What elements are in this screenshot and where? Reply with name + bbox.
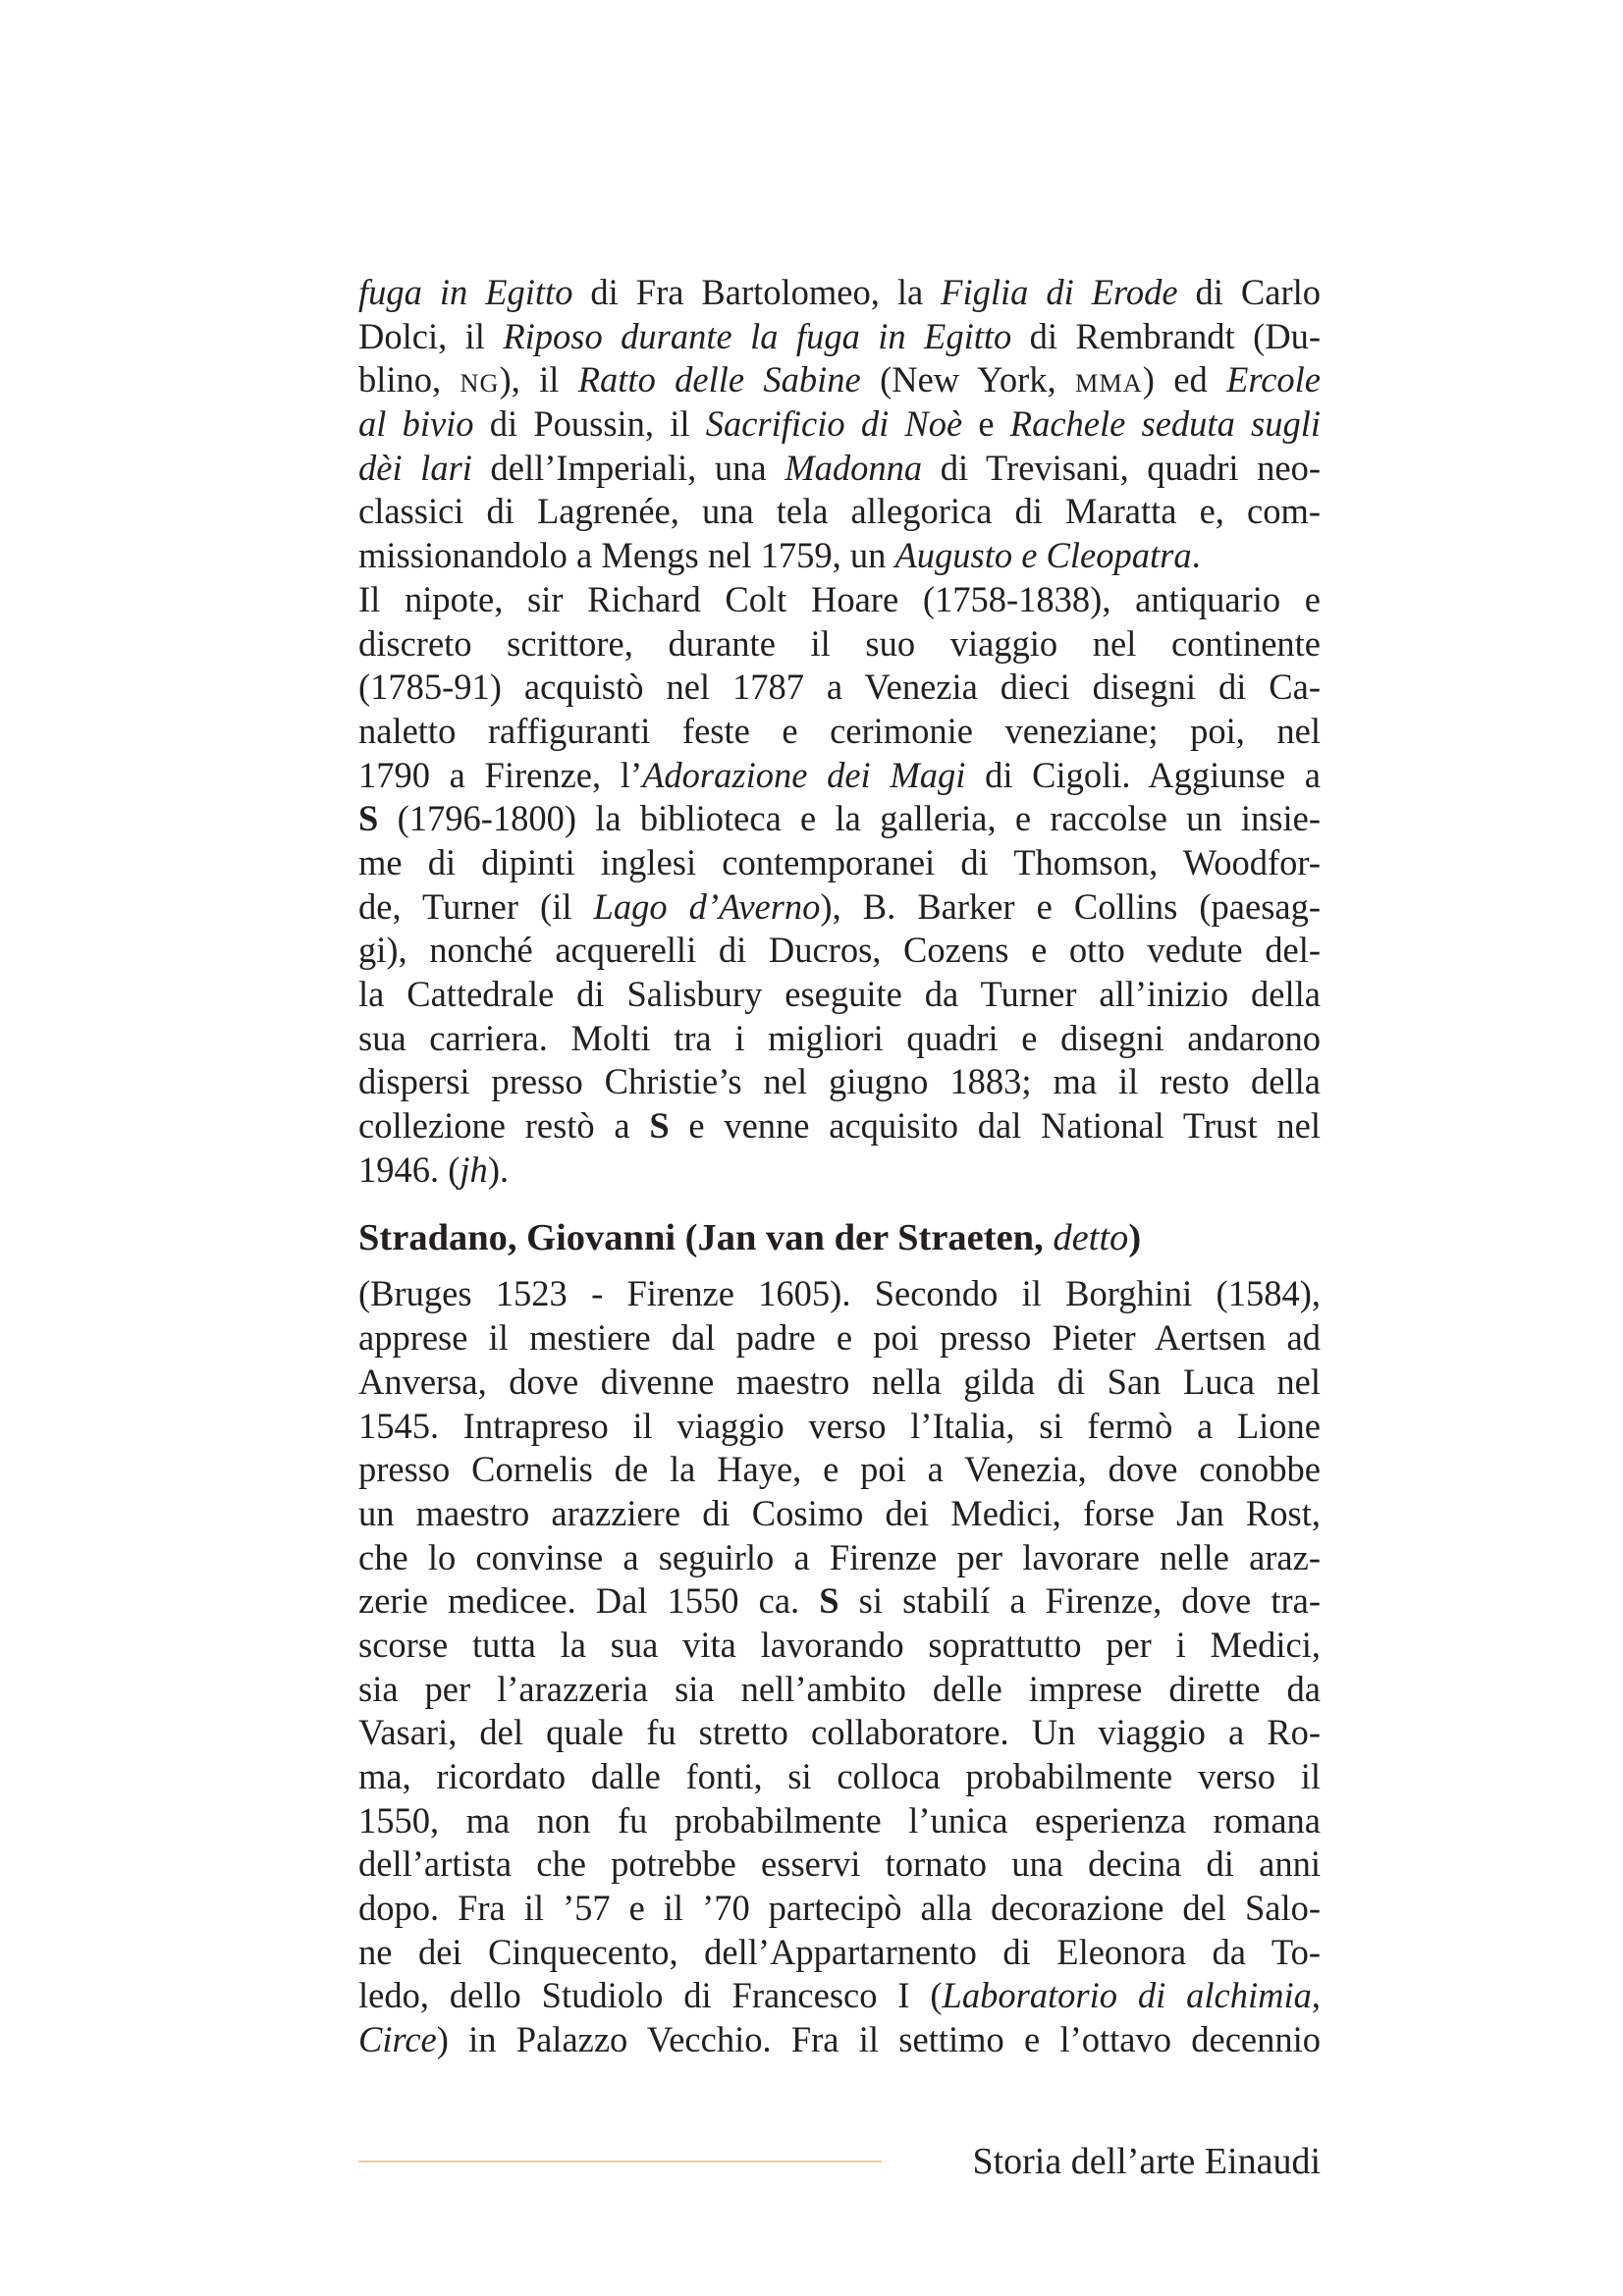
artwork-title: Augusto e Cleopatra — [894, 535, 1192, 576]
text-line: 1946. (jh). — [358, 1148, 510, 1190]
artwork-title: Ercole — [1226, 359, 1321, 400]
text-line: fuga in Egitto di Fra Bartolomeo, la Figlia di Erode di Carlo — [358, 272, 1321, 312]
text-line: me di dipinti inglesi contemporanei di Thomson, Woodfor- — [358, 841, 1321, 882]
artwork-title: al bivio — [358, 403, 474, 445]
footer-rule — [358, 2161, 882, 2163]
author-initials: jh — [460, 1148, 488, 1190]
text-line: Il nipote, sir Richard Colt Hoare (1758-1838), antiquario e — [358, 578, 1321, 619]
text-line: Anversa, dove divenne maestro nella gilda di San Luca nel — [358, 1361, 1321, 1402]
text-line: blino, NG), il Ratto delle Sabine (New York, MMA) ed Ercole — [358, 359, 1321, 400]
text-line: dell’artista che potrebbe esservi tornato una decina di anni — [358, 1843, 1321, 1885]
text-line: un maestro arazziere di Cosimo dei Medici, forse Jan Rost, — [358, 1492, 1321, 1533]
text-line: collezione restò a S e venne acquisito dal National Trust nel — [358, 1105, 1321, 1147]
text-line: 1550, ma non fu probabilmente l’unica esperienza romana — [358, 1799, 1321, 1841]
entry-abbreviation: S — [358, 798, 379, 839]
text-line: zerie medicee. Dal 1550 ca. S si stabilí a Firenze, dove tra- — [358, 1580, 1321, 1622]
artwork-title: Ratto delle Sabine — [577, 359, 861, 400]
footer-title: Storia dell’arte Einaudi — [972, 2141, 1321, 2182]
text-line: la Cattedrale di Salisbury eseguite da Turner all’inizio della — [358, 974, 1321, 1014]
text-line: de, Turner (il Lago d’Averno), B. Barker e Collins (paesag- — [358, 885, 1322, 927]
text-line: dèi lari dell’Imperiali, una Madonna di Trevisani, quadri neo- — [358, 447, 1321, 488]
body-text — [358, 271, 1321, 2062]
text-line: Vasari, del quale fu stretto collaboratore. Un viaggio a Ro- — [358, 1712, 1321, 1753]
text-line: apprese il mestiere dal padre e poi presso Pieter Aertsen ad — [358, 1317, 1321, 1359]
artwork-title: Laboratorio di alchimia — [942, 1975, 1312, 2016]
text-line: scorse tutta la sua vita lavorando soprattutto per i Medici, — [358, 1624, 1321, 1665]
text-line: naletto raffiguranti feste e cerimonie veneziane; poi, nel — [358, 710, 1321, 751]
text-line: dispersi presso Christie’s nel giugno 1883; ma il resto della — [358, 1061, 1321, 1102]
artwork-title: Lago d’Averno — [593, 885, 821, 927]
artwork-title: dèi lari — [358, 447, 472, 488]
text-line: ne dei Cinquecento, dell’Appartarnento di Eleonora da To- — [358, 1931, 1321, 1972]
text-line: presso Cornelis de la Haye, e poi a Venezia, dove conobbe — [358, 1449, 1321, 1490]
artwork-title: Madonna — [784, 447, 923, 488]
text-line: gi), nonché acquerelli di Ducros, Cozens e otto vedute del- — [358, 930, 1321, 971]
text-line: al bivio di Poussin, il Sacrificio di Noè e Rachele seduta sugli — [358, 403, 1321, 445]
text-line: Dolci, il Riposo durante la fuga in Egitto di Rembrandt (Du- — [358, 315, 1322, 356]
artwork-title: fuga in Egitto — [358, 272, 573, 312]
artwork-title: Riposo durante la fuga in Egitto — [503, 315, 1012, 356]
text-line: ledo, dello Studiolo di Francesco I (Laboratorio di alchimia, — [358, 1975, 1321, 2016]
text-line: S (1796-1800) la biblioteca e la galleria, e raccolse un insie- — [358, 798, 1321, 839]
text-line: discreto scrittore, durante il suo viaggio nel continente — [358, 622, 1321, 664]
artwork-title: Circe — [358, 2019, 437, 2060]
artwork-title: Figlia di Erode — [941, 272, 1178, 312]
text-line: che lo convinse a seguirlo a Firenze per lavorare nelle araz- — [358, 1536, 1321, 1577]
artwork-title: Adorazione dei Magi — [642, 754, 966, 795]
text-line: sia per l’arazzeria sia nell’ambito delle imprese dirette da — [358, 1668, 1321, 1709]
text-line: 1545. Intrapreso il viaggio verso l’Italia, si fermò a Lione — [358, 1405, 1321, 1446]
text-line: missionandolo a Mengs nel 1759, un Augusto e Cleopatra. — [358, 535, 1201, 576]
text-line: 1790 a Firenze, l’Adorazione dei Magi di Cigoli. Aggiunse a — [358, 754, 1321, 795]
artwork-title: Rachele seduta sugli — [1009, 403, 1321, 445]
text-line: (Bruges 1523 - Firenze 1605). Secondo il Borghini (1584), — [358, 1273, 1321, 1314]
text-line: classici di Lagrenée, una tela allegorica di Maratta e, com- — [358, 491, 1321, 532]
text-line: Circe) in Palazzo Vecchio. Fra il settimo e l’ottavo decennio — [358, 2019, 1321, 2060]
text-line: sua carriera. Molti tra i migliori quadri e disegni andarono — [358, 1017, 1321, 1058]
entry-heading: Stradano, Giovanni (Jan van der Straeten, detto) — [358, 1217, 1142, 1259]
text-line: ma, ricordato dalle fonti, si colloca probabilmente verso il — [358, 1756, 1321, 1796]
museum-abbreviation: NG — [460, 369, 500, 399]
text-line: dopo. Fra il ’57 e il ’70 partecipò alla decorazione del Salo- — [358, 1888, 1321, 1929]
entry-abbreviation: S — [819, 1580, 839, 1622]
entry-abbreviation: S — [649, 1105, 670, 1147]
museum-abbreviation: MMA — [1074, 369, 1143, 399]
text-line: (1785-91) acquistò nel 1787 a Venezia dieci disegni di Ca- — [358, 667, 1321, 708]
artwork-title: Sacrificio di Noè — [705, 403, 963, 445]
